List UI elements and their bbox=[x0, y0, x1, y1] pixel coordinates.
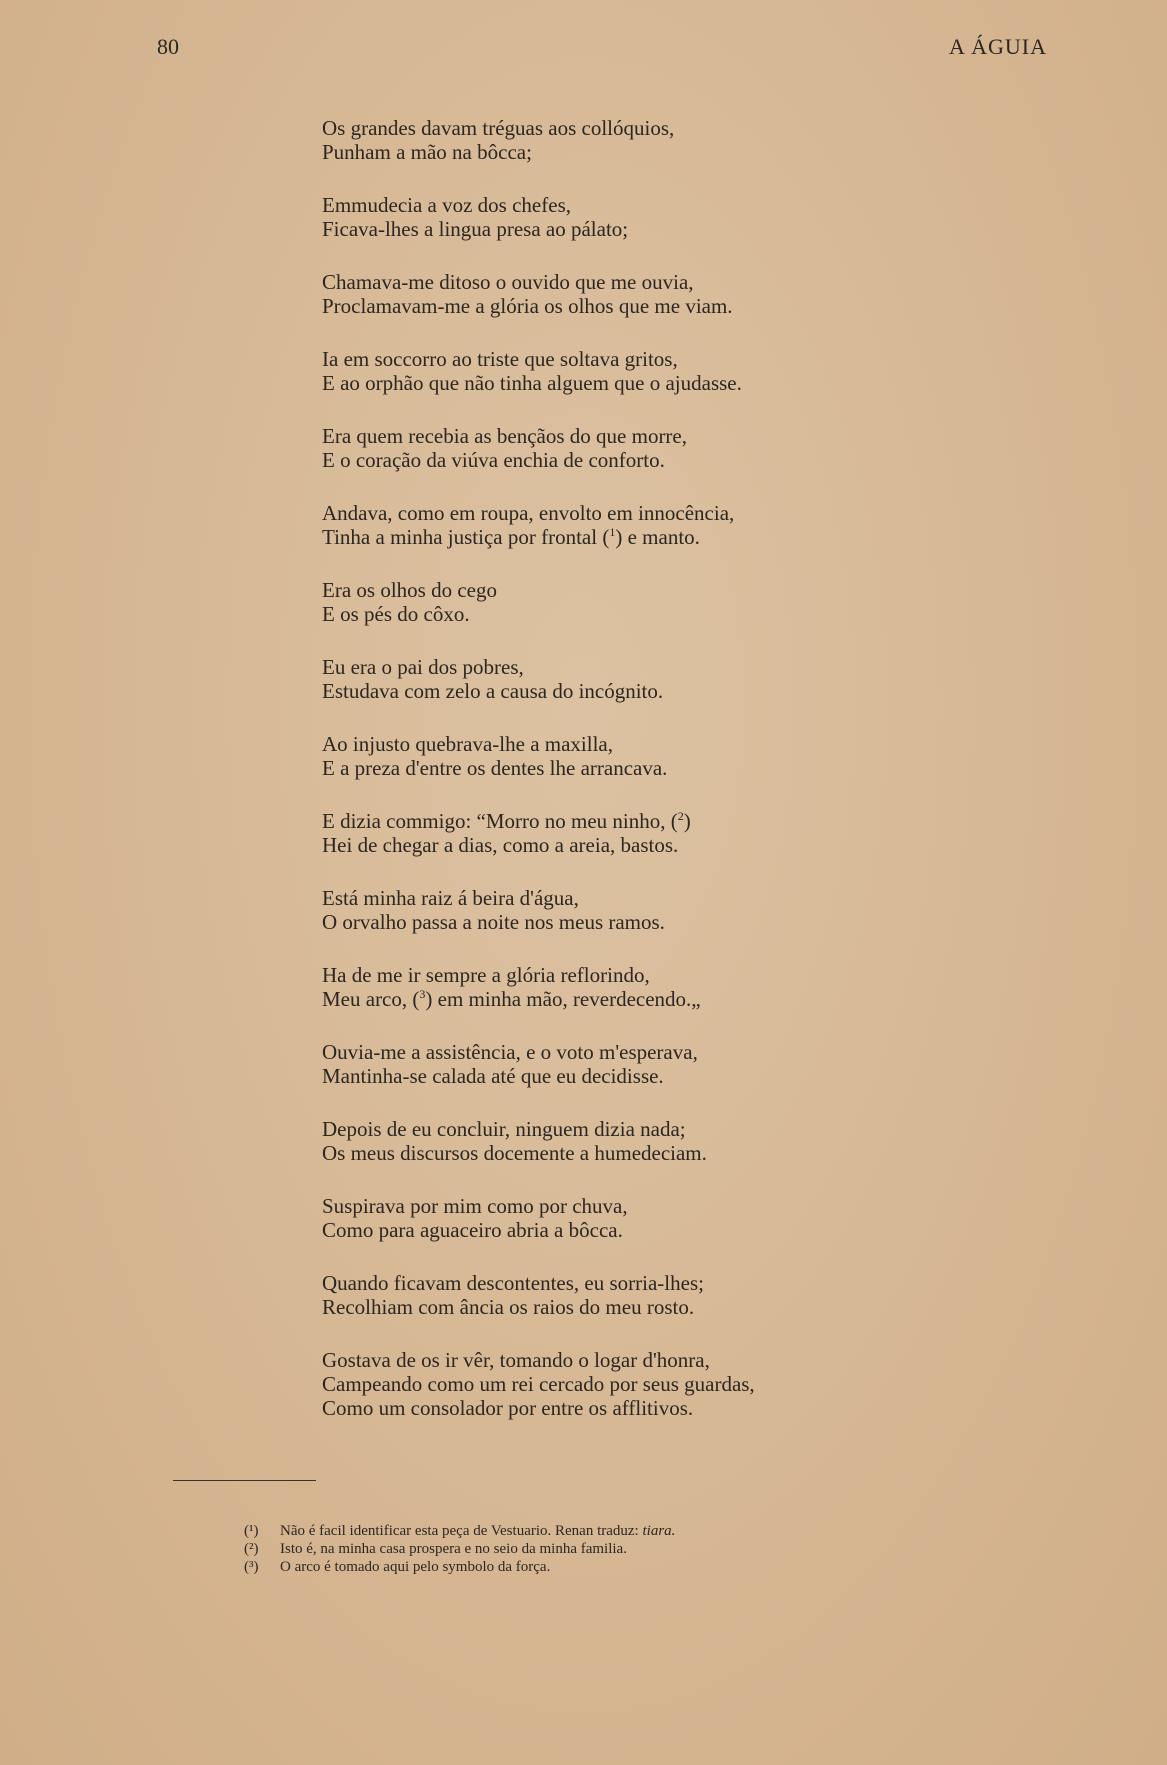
poem-line bbox=[322, 578, 922, 602]
line-text: Eu era o pai dos pobres, bbox=[322, 655, 524, 679]
line-text: Era quem recebia as bençãos do que morre, bbox=[322, 424, 687, 448]
poem-line bbox=[322, 963, 922, 987]
poem-line bbox=[322, 1141, 922, 1165]
poem-line bbox=[322, 1040, 922, 1064]
footnote bbox=[244, 1522, 884, 1540]
page-header bbox=[0, 34, 1167, 64]
stanza bbox=[322, 1117, 922, 1165]
poem-line bbox=[322, 602, 922, 626]
poem-line bbox=[322, 294, 922, 318]
stanza bbox=[322, 809, 922, 857]
footnotes bbox=[244, 1522, 884, 1576]
running-title: A ÁGUIA bbox=[948, 34, 1047, 59]
line-text-after: em minha mão, reverdecendo.„ bbox=[432, 987, 701, 1011]
stanza bbox=[322, 193, 922, 241]
poem-line: Meu arco, ($^3$) em minha mão, reverdecendo.„ bbox=[322, 987, 701, 1011]
poem-line bbox=[322, 501, 922, 525]
line-text: Punham a mão na bôcca; bbox=[322, 140, 532, 164]
poem-line bbox=[322, 1064, 922, 1088]
line-text: Estudava com zelo a causa do incógnito. bbox=[322, 679, 664, 703]
line-text: Andava, como em roupa, envolto em innocência, bbox=[322, 501, 735, 525]
line-text: Meu arco, bbox=[322, 987, 408, 1011]
line-text: Campeando como um rei cercado por seus guardas, bbox=[322, 1372, 755, 1396]
stanza bbox=[322, 501, 922, 549]
line-text: Está minha raiz á beira d'água, bbox=[322, 886, 579, 910]
stanza bbox=[322, 1271, 922, 1319]
page-number: 80 bbox=[157, 34, 179, 59]
line-text: Os grandes davam tréguas aos collóquios, bbox=[322, 116, 675, 140]
stanza bbox=[322, 963, 922, 1011]
stanza bbox=[322, 886, 922, 934]
footnote-reference: 1 bbox=[609, 525, 616, 539]
stanza bbox=[322, 1348, 922, 1420]
poem-line bbox=[322, 424, 922, 448]
line-text: Ficava-lhes a lingua presa ao pálato; bbox=[322, 217, 629, 241]
footnote-text: Não é facil identificar esta peça de Vestuario. Renan traduz: bbox=[280, 1523, 643, 1539]
poem-line bbox=[322, 655, 922, 679]
line-text: Chamava-me ditoso o ouvido que me ouvia, bbox=[322, 270, 694, 294]
footnote-reference: 2 bbox=[677, 809, 684, 823]
stanza bbox=[322, 270, 922, 318]
stanza bbox=[322, 655, 922, 703]
line-text: Ao injusto quebrava-lhe a maxilla, bbox=[322, 732, 613, 756]
line-text: Ouvia-me a assistência, e o voto m'esperava, bbox=[322, 1040, 698, 1064]
footnote-reference: 3 bbox=[419, 987, 426, 1001]
poem-line bbox=[322, 1117, 922, 1141]
poem-line bbox=[322, 270, 922, 294]
poem-line bbox=[322, 732, 922, 756]
poem-line bbox=[322, 1348, 922, 1372]
stanza bbox=[322, 578, 922, 626]
poem-line bbox=[322, 217, 922, 241]
line-text-after: e manto. bbox=[622, 525, 700, 549]
poem-line bbox=[322, 1372, 922, 1396]
poem-line bbox=[322, 140, 922, 164]
line-text: E a preza d'entre os dentes lhe arrancava. bbox=[322, 756, 668, 780]
line-text: Como um consolador por entre os afflitivos. bbox=[322, 1396, 694, 1420]
footnote-mark: (²) bbox=[244, 1541, 259, 1557]
poem-line bbox=[322, 116, 922, 140]
poem-line: E dizia commigo: “Morro no meu ninho, ($^2$) bbox=[322, 809, 691, 833]
line-text: E o coração da viúva enchia de conforto. bbox=[322, 448, 665, 472]
footnote-italic-text: tiara. bbox=[642, 1523, 676, 1539]
line-text: E os pés do côxo. bbox=[322, 602, 470, 626]
line-text: Os meus discursos docemente a humedeciam. bbox=[322, 1141, 707, 1165]
poem-body bbox=[322, 116, 922, 1449]
footnote bbox=[244, 1558, 884, 1576]
stanza bbox=[322, 732, 922, 780]
stanza bbox=[322, 347, 922, 395]
line-text: Gostava de os ir vêr, tomando o logar d'honra, bbox=[322, 1348, 710, 1372]
stanza bbox=[322, 1194, 922, 1242]
line-text: Emmudecia a voz dos chefes, bbox=[322, 193, 571, 217]
line-text: E ao orphão que não tinha alguem que o ajudasse. bbox=[322, 371, 742, 395]
line-text: Depois de eu concluir, ninguem dizia nada; bbox=[322, 1117, 686, 1141]
poem-line bbox=[322, 347, 922, 371]
poem-line bbox=[322, 448, 922, 472]
line-text: Ha de me ir sempre a glória reflorindo, bbox=[322, 963, 650, 987]
line-text: Tinha a minha justiça por frontal bbox=[322, 525, 598, 549]
poem-line bbox=[322, 886, 922, 910]
footnote-text: Isto é, na minha casa prospera e no seio da minha familia. bbox=[280, 1541, 627, 1557]
poem-line bbox=[322, 910, 922, 934]
poem-line bbox=[322, 1271, 922, 1295]
line-text: O orvalho passa a noite nos meus ramos. bbox=[322, 910, 665, 934]
line-text: E dizia commigo: “Morro no meu ninho, bbox=[322, 809, 666, 833]
footnote-rule bbox=[173, 1480, 316, 1481]
footnote bbox=[244, 1540, 884, 1558]
poem-line bbox=[322, 1396, 922, 1420]
footnote-text: O arco é tomado aqui pelo symbolo da força. bbox=[280, 1559, 551, 1575]
poem-line bbox=[322, 833, 922, 857]
line-text: Era os olhos do cego bbox=[322, 578, 497, 602]
line-text: Como para aguaceiro abria a bôcca. bbox=[322, 1218, 623, 1242]
stanza bbox=[322, 116, 922, 164]
footnote-mark: (¹) bbox=[244, 1523, 259, 1539]
line-text: Recolhiam com ância os raios do meu rosto. bbox=[322, 1295, 695, 1319]
poem-line bbox=[322, 679, 922, 703]
poem-line bbox=[322, 756, 922, 780]
poem-line bbox=[322, 193, 922, 217]
line-text: Suspirava por mim como por chuva, bbox=[322, 1194, 628, 1218]
line-text: Proclamavam-me a glória os olhos que me viam. bbox=[322, 294, 733, 318]
poem-line bbox=[322, 1295, 922, 1319]
line-text: Mantinha-se calada até que eu decidisse. bbox=[322, 1064, 664, 1088]
poem-line bbox=[322, 1194, 922, 1218]
poem-line bbox=[322, 1218, 922, 1242]
poem-line: Tinha a minha justiça por frontal ($^1$) e manto. bbox=[322, 525, 700, 549]
stanza bbox=[322, 424, 922, 472]
line-text: Quando ficavam descontentes, eu sorria-lhes; bbox=[322, 1271, 704, 1295]
line-text: Ia em soccorro ao triste que soltava gritos, bbox=[322, 347, 678, 371]
line-text: Hei de chegar a dias, como a areia, bastos. bbox=[322, 833, 679, 857]
poem-line bbox=[322, 371, 922, 395]
stanza bbox=[322, 1040, 922, 1088]
footnote-mark: (³) bbox=[244, 1559, 259, 1575]
